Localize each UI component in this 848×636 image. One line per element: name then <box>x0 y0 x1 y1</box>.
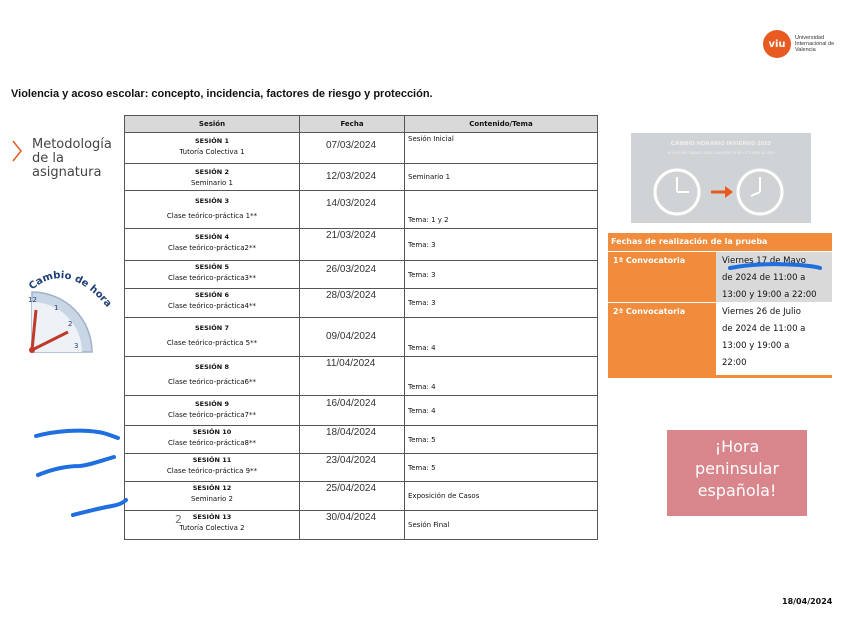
exam-line: de 2024 de 11:00 a <box>722 324 806 334</box>
methodology-heading: Metodología de la asignatura <box>32 137 112 180</box>
session-type: Clase teórico-práctica7** <box>168 411 256 419</box>
pen-stroke <box>73 500 126 515</box>
viu-logo <box>763 27 843 61</box>
table-header-row <box>125 116 598 133</box>
table-row <box>125 426 598 454</box>
pen-stroke <box>38 457 114 475</box>
session-date: 12/03/2024 <box>300 164 405 191</box>
clock-icon <box>738 170 782 214</box>
methodology-section <box>12 138 112 180</box>
session-type: Clase teórico-práctica 9** <box>166 467 258 475</box>
session-topic: Tema: 3 <box>408 270 436 279</box>
session-number: SESIÓN 13 <box>192 513 232 521</box>
session-date: 09/04/2024 <box>300 318 405 357</box>
session-topic: Tema: 3 <box>408 299 436 307</box>
clock-icon <box>655 170 699 214</box>
clock-number-2: 2 <box>68 320 73 328</box>
session-date: 14/03/2024 <box>300 191 405 229</box>
session-type: Clase teórico-práctica2** <box>168 244 256 252</box>
session-number: SESIÓN 5 <box>195 263 229 271</box>
session-topic: Seminario 1 <box>408 173 451 181</box>
exam-label-2: 2ª Convocatoria <box>608 303 716 375</box>
time-change-image <box>631 133 811 223</box>
session-number: SESIÓN 4 <box>195 233 229 241</box>
session-number: SESIÓN 8 <box>195 363 229 371</box>
time-change-subtitle: NOCHE DEL SÁBADO 28 AL DOMINGO 29 DE OCTUBRE DE 2023 <box>667 151 775 155</box>
table-row <box>125 357 598 396</box>
exam-row-1 <box>608 251 832 302</box>
table-row <box>125 229 598 261</box>
session-type: Tutoría Colectiva 2 <box>179 524 245 532</box>
exam-value-1 <box>716 252 832 302</box>
session-date: 21/03/2024 <box>300 229 405 261</box>
session-number: SESIÓN 11 <box>192 456 232 464</box>
session-type: Clase teórico-práctica6** <box>168 378 256 386</box>
exam-row-2 <box>608 302 832 375</box>
table-row <box>125 164 598 191</box>
exam-dates-box <box>608 233 832 378</box>
session-number: SESIÓN 12 <box>192 484 232 492</box>
exam-box-border <box>608 375 832 378</box>
session-date: 30/04/2024 <box>300 511 405 540</box>
session-topic: Sesión Inicial <box>408 135 454 143</box>
session-number: SESIÓN 2 <box>195 168 229 176</box>
session-type: Seminario 1 <box>190 179 234 187</box>
session-date: 25/04/2024 <box>300 482 405 511</box>
session-topic: Tema: 4 <box>408 383 436 391</box>
exam-line: Viernes 17 de Mayo <box>722 256 806 266</box>
session-number: SESIÓN 7 <box>195 324 229 332</box>
session-date: 26/03/2024 <box>300 261 405 289</box>
exam-label-1: 1ª Convocatoria <box>608 252 716 302</box>
session-topic: Exposición de Casos <box>408 492 480 500</box>
table-row <box>125 511 598 540</box>
chevron-right-icon <box>12 140 22 162</box>
logo-mark: viu <box>763 30 791 58</box>
clock-number-1: 1 <box>54 304 59 312</box>
table-row <box>125 191 598 229</box>
session-type: Clase teórico-práctica4** <box>168 302 256 310</box>
session-number: SESIÓN 1 <box>195 137 229 145</box>
notice-line: peninsular <box>694 459 780 478</box>
session-topic: Tema: 5 <box>408 435 436 444</box>
notice-line: ¡Hora <box>714 437 760 456</box>
schedule-table <box>124 115 598 540</box>
clock-number-12: 12 <box>28 296 37 304</box>
session-date: 23/04/2024 <box>300 454 405 482</box>
table-row <box>125 318 598 357</box>
session-date: 16/04/2024 <box>300 396 405 426</box>
exam-line: 13:00 y 19:00 a 22:00 <box>722 290 817 300</box>
session-number: SESIÓN 3 <box>195 197 229 205</box>
exam-line: de 2024 de 11:00 a <box>722 273 806 283</box>
session-date: 11/04/2024 <box>300 357 405 396</box>
exam-line: Viernes 26 de Julio <box>722 307 801 317</box>
arrow-right-icon <box>711 186 733 198</box>
session-topic: Tema: 3 <box>408 240 436 249</box>
exam-value-2 <box>716 303 832 375</box>
session-topic: Tema: 1 y 2 <box>408 216 449 224</box>
session-number: SESIÓN 10 <box>192 428 232 436</box>
session-number: SESIÓN 9 <box>195 400 229 408</box>
exam-line: 22:00 <box>722 358 747 368</box>
table-row <box>125 396 598 426</box>
footer-date: 18/04/2024 <box>782 597 833 606</box>
exam-line: 13:00 y 19:00 a <box>722 341 790 351</box>
time-change-title: CAMBIO HORARIO INVIERNO 2023 <box>670 141 772 147</box>
clock-change-graphic <box>22 262 112 358</box>
pen-stroke <box>36 431 118 438</box>
session-type: Clase teórico-práctica3** <box>168 274 256 282</box>
session-date: 28/03/2024 <box>300 289 405 318</box>
session-topic: Sesión Final <box>408 521 450 529</box>
session-topic: Tema: 4 <box>408 344 436 352</box>
table-row <box>125 133 598 164</box>
peninsular-time-notice <box>667 430 807 516</box>
session-number: SESIÓN 6 <box>195 291 229 299</box>
header-session: Sesión <box>125 116 300 133</box>
notice-line: española! <box>697 481 777 500</box>
session-type: Seminario 2 <box>190 495 234 503</box>
logo-text: Universidad Internacional de Valencia <box>795 35 835 53</box>
session-type: Clase teórico-práctica 5** <box>166 339 258 347</box>
exam-dates-heading: Fechas de realización de la prueba <box>608 233 832 251</box>
clock-change-text: Cambio de hor <box>27 270 109 305</box>
handwritten-number: 2 <box>175 513 182 526</box>
session-type: Tutoría Colectiva 1 <box>179 148 245 156</box>
session-type: Clase teórico-práctica8** <box>168 439 256 447</box>
session-type: Clase teórico-práctica 1** <box>166 212 258 220</box>
session-date: 07/03/2024 <box>300 133 405 164</box>
header-topic: Contenido/Tema <box>405 116 598 133</box>
table-row <box>125 482 598 511</box>
table-row <box>125 289 598 318</box>
page-title: Violencia y acoso escolar: concepto, incidencia, factores de riesgo y protección. <box>11 88 433 100</box>
header-date: Fecha <box>300 116 405 133</box>
session-date: 18/04/2024 <box>300 426 405 454</box>
session-topic: Tema: 5 <box>408 463 436 472</box>
table-row <box>125 454 598 482</box>
table-row <box>125 261 598 289</box>
clock-number-3: 3 <box>74 342 79 350</box>
session-topic: Tema: 4 <box>408 406 436 415</box>
